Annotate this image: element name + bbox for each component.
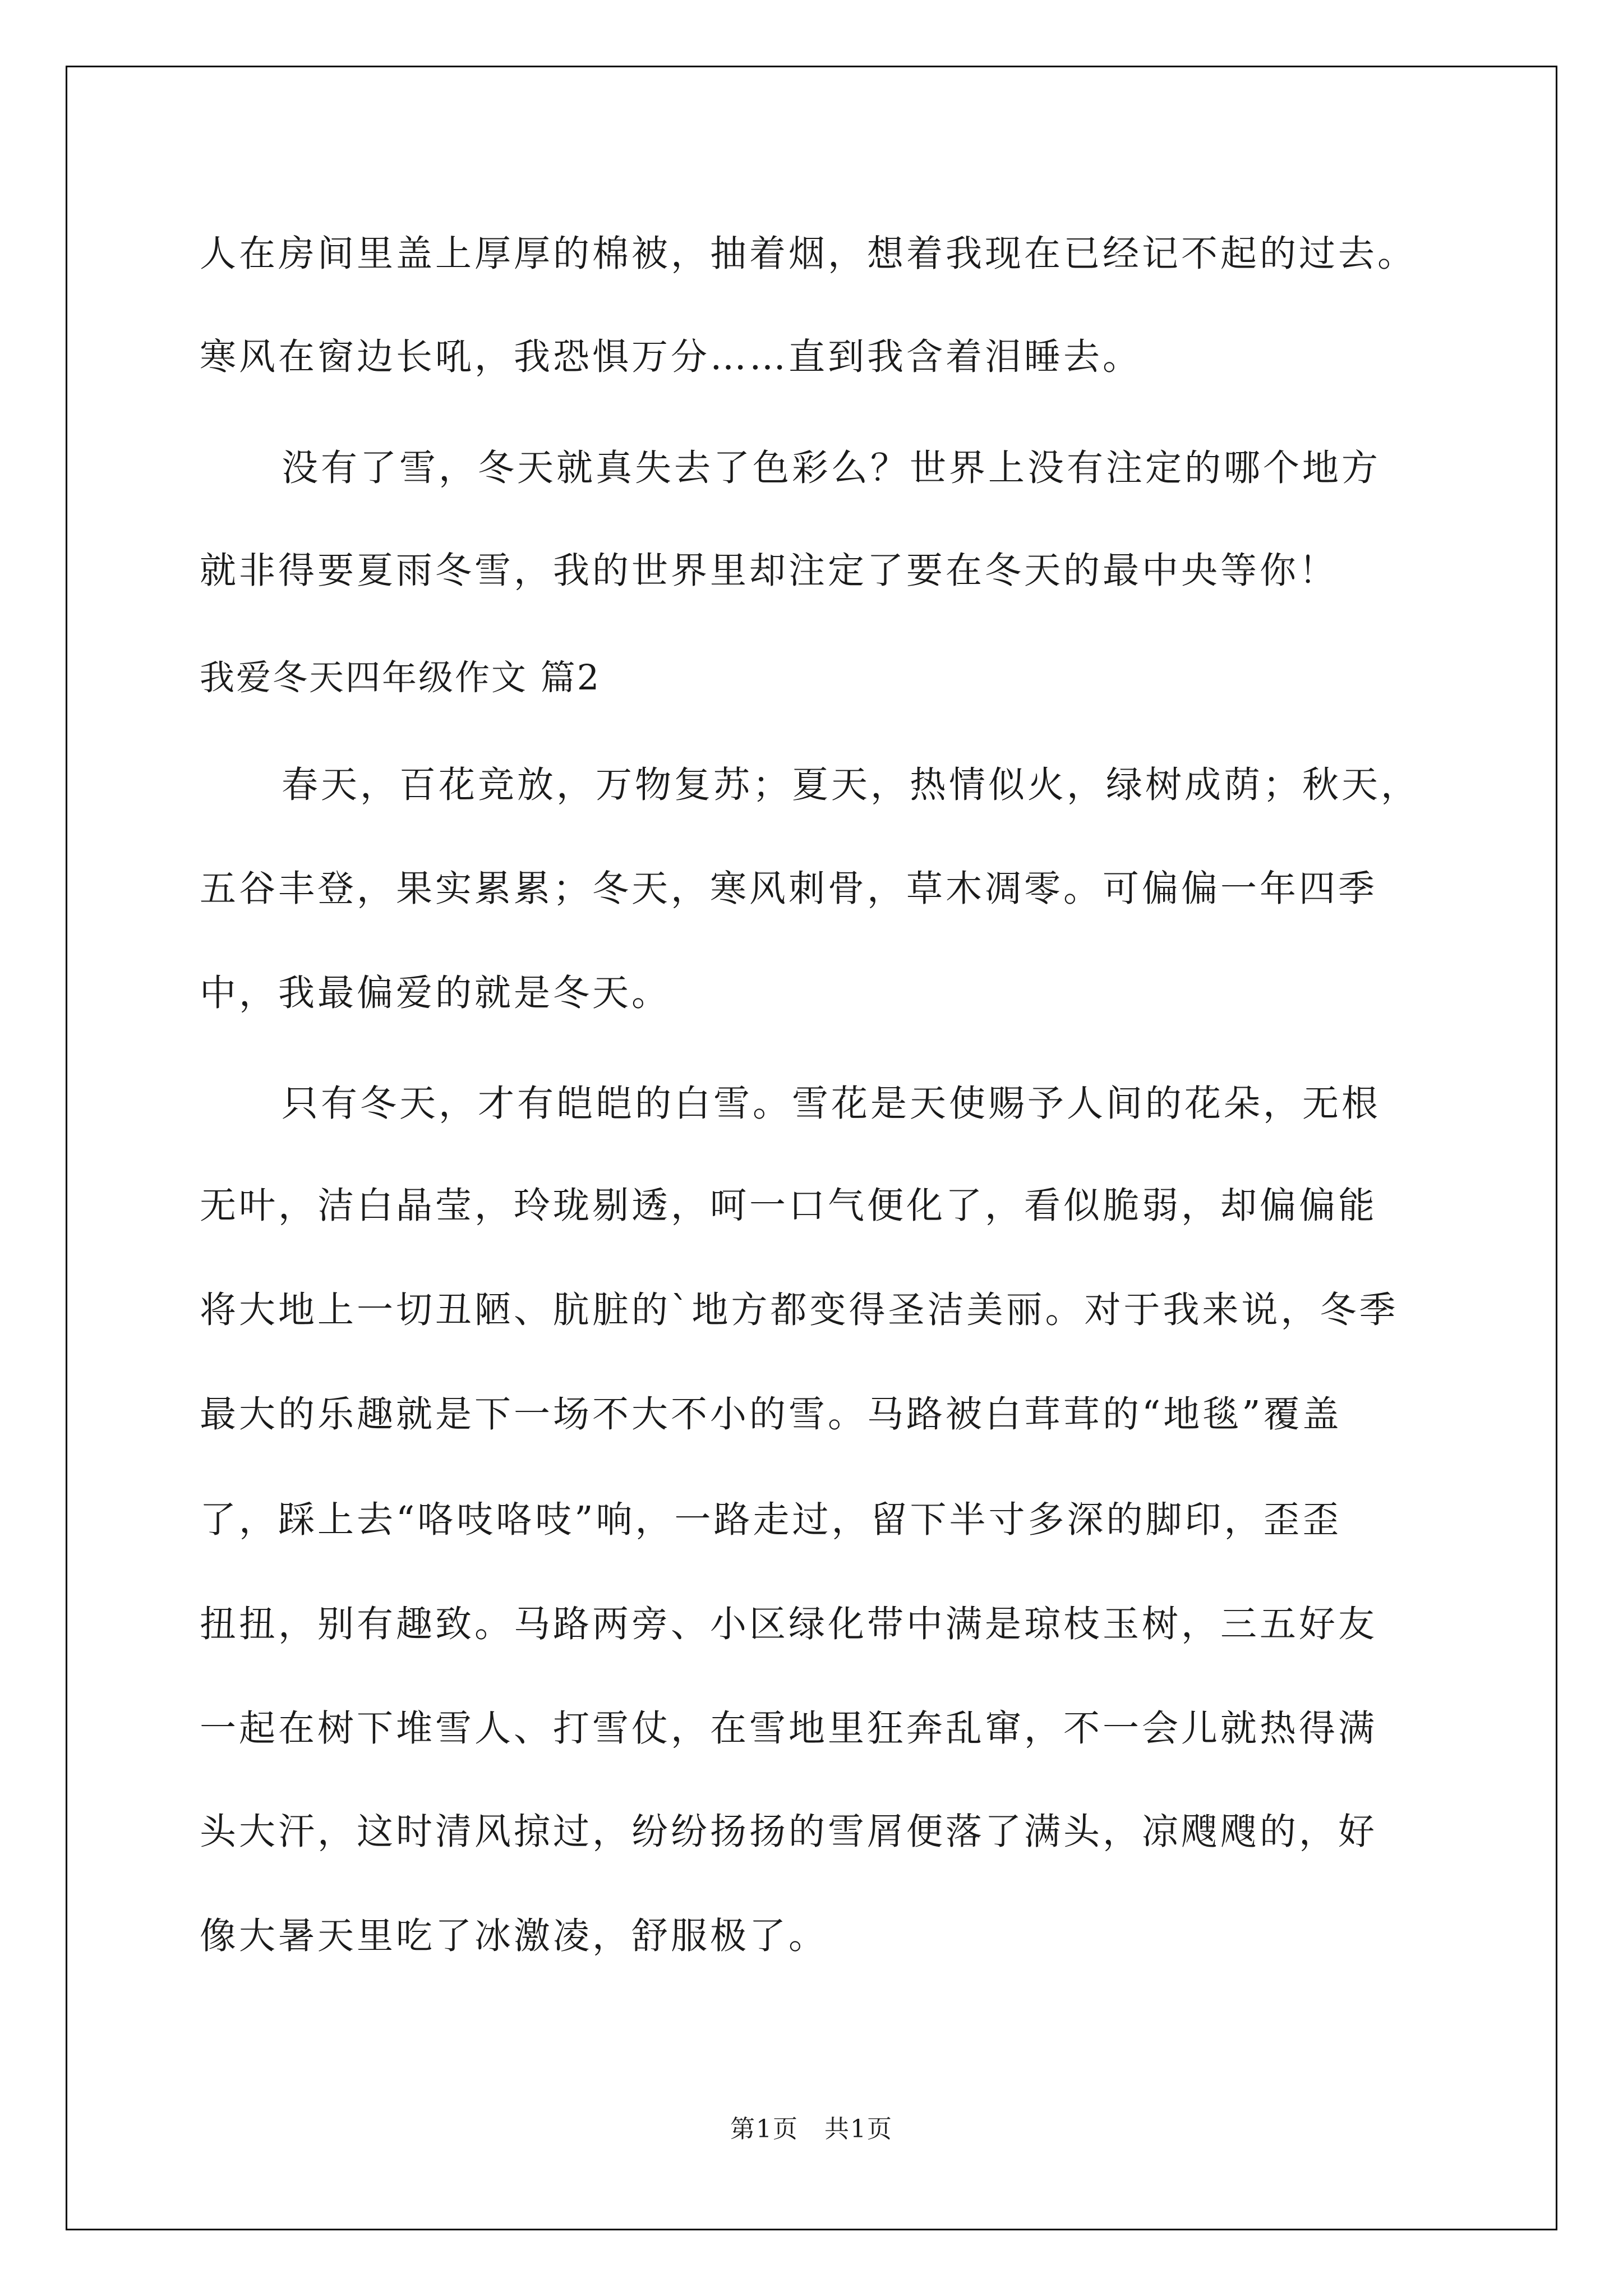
page-footer: 第1页 共1页 <box>730 2115 893 2143</box>
body-line-4: 就非得要夏雨冬雪，我的世界里却注定了要在冬天的最中央等你！ <box>200 550 1339 592</box>
paragraph-start-line: 只有冬天，才有皑皑的白雪。雪花是天使赐予人间的花朵，无根 <box>282 1083 1381 1125</box>
body-line-7: 五谷丰登，果实累累；冬天，寒风刺骨，草木凋零。可偏偏一年四季 <box>200 868 1378 910</box>
section-heading: 我爱冬天四年级作文 篇2 <box>200 657 601 698</box>
paragraph-start-line: 春天，百花竞放，万物复苏；夏天，热情似火，绿树成荫；秋天， <box>282 764 1421 806</box>
body-line-8: 中，我最偏爱的就是冬天。 <box>200 972 671 1014</box>
body-line-13: 了，踩上去“咯吱咯吱”响，一路走过，留下半寸多深的脚印，歪歪 <box>200 1499 1342 1541</box>
body-line-16: 头大汗，这时清风掠过，纷纷扬扬的雪屑便落了满头，凉飕飕的，好 <box>200 1811 1378 1853</box>
body-line-2: 寒风在窗边长吼，我恐惧万分……直到我含着泪睡去。 <box>200 336 1142 378</box>
paragraph-start-line: 没有了雪，冬天就真失去了色彩么？世界上没有注定的哪个地方 <box>282 447 1381 489</box>
page-border <box>66 66 1557 2230</box>
body-line-12: 最大的乐趣就是下一场不大不小的雪。马路被白茸茸的“地毯”覆盖 <box>200 1393 1342 1435</box>
body-line-14: 扭扭，别有趣致。马路两旁、小区绿化带中满是琼枝玉树，三五好友 <box>200 1603 1378 1645</box>
body-line-1: 人在房间里盖上厚厚的棉被，抽着烟，想着我现在已经记不起的过去。 <box>200 233 1417 275</box>
body-line-11: 将大地上一切丑陋、肮脏的`地方都变得圣洁美丽。对于我来说，冬季 <box>200 1289 1399 1331</box>
body-line-10: 无叶，洁白晶莹，玲珑剔透，呵一口气便化了，看似脆弱，却偏偏能 <box>200 1185 1378 1227</box>
body-line-15: 一起在树下堆雪人、打雪仗，在雪地里狂奔乱窜，不一会儿就热得满 <box>200 1708 1378 1750</box>
body-line-17: 像大暑天里吃了冰激凌，舒服极了。 <box>200 1915 828 1957</box>
